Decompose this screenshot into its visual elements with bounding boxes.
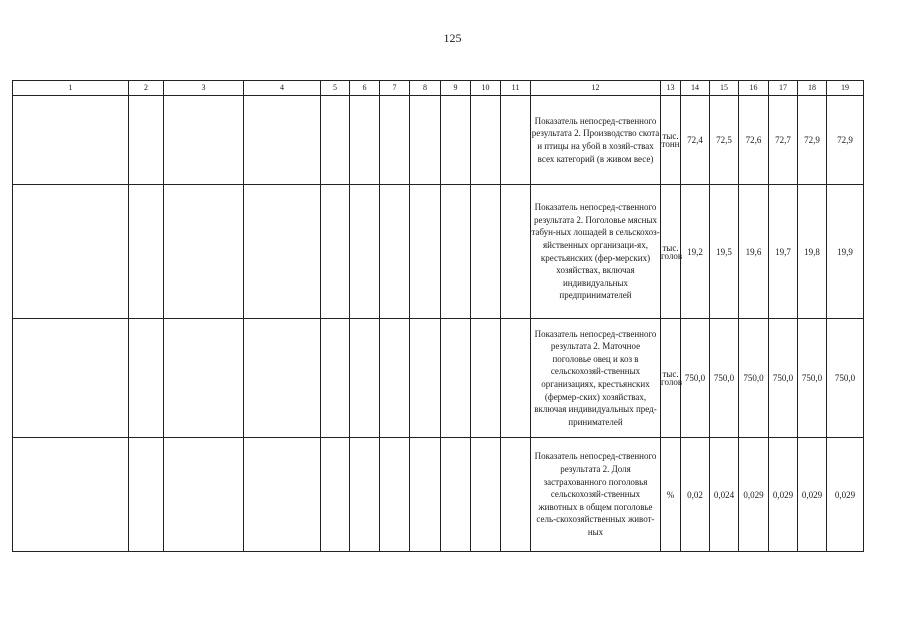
column-header: 2	[129, 81, 164, 96]
empty-cell	[471, 185, 501, 319]
value-cell: 72,4	[681, 96, 710, 185]
column-header: 3	[164, 81, 244, 96]
empty-cell	[380, 438, 410, 552]
indicator-name: Показатель непосред-ственного результата 2. Производство скота и птицы на убой в хозяй-ствах всех категорий (в живом весе)	[531, 96, 661, 185]
empty-cell	[164, 319, 244, 438]
column-header: 12	[531, 81, 661, 96]
empty-cell	[321, 96, 350, 185]
value-cell: 19,9	[827, 185, 864, 319]
empty-cell	[410, 438, 441, 552]
empty-cell	[164, 438, 244, 552]
value-cell: 750,0	[827, 319, 864, 438]
value-cell: 72,9	[827, 96, 864, 185]
empty-cell	[244, 96, 321, 185]
empty-cell	[441, 319, 471, 438]
empty-cell	[129, 96, 164, 185]
value-cell: 72,5	[710, 96, 739, 185]
empty-cell	[244, 185, 321, 319]
value-cell: 750,0	[739, 319, 769, 438]
empty-cell	[350, 438, 380, 552]
empty-cell	[13, 438, 129, 552]
column-header: 8	[410, 81, 441, 96]
empty-cell	[321, 319, 350, 438]
empty-cell	[129, 438, 164, 552]
column-header: 17	[769, 81, 798, 96]
empty-cell	[244, 319, 321, 438]
value-cell: 0,024	[710, 438, 739, 552]
indicator-name: Показатель непосред-ственного результата 2. Доля застрахованного поголовья сельскохозяй-ственных животных в общем поголовье сель-скохозяйственных живот-ных	[531, 438, 661, 552]
value-cell: 19,2	[681, 185, 710, 319]
indicator-table	[12, 80, 864, 552]
column-header: 7	[380, 81, 410, 96]
empty-cell	[13, 96, 129, 185]
column-header: 13	[661, 81, 681, 96]
empty-cell	[164, 96, 244, 185]
column-header: 9	[441, 81, 471, 96]
value-cell: 19,8	[798, 185, 827, 319]
value-cell: 72,9	[798, 96, 827, 185]
empty-cell	[380, 96, 410, 185]
indicator-name: Показатель непосред-ственного результата 2. Маточное поголовье овец и коз в сельскохозяй-ственных организациях, крестьянских (фермер-ских) хозяйствах, включая индивидуальных пред-принимателей	[531, 319, 661, 438]
value-cell: 19,7	[769, 185, 798, 319]
empty-cell	[129, 319, 164, 438]
empty-cell	[441, 185, 471, 319]
empty-cell	[350, 185, 380, 319]
header-row	[13, 81, 864, 96]
value-cell: 19,5	[710, 185, 739, 319]
column-header: 16	[739, 81, 769, 96]
empty-cell	[350, 319, 380, 438]
value-cell: 750,0	[710, 319, 739, 438]
empty-cell	[471, 319, 501, 438]
value-cell: 0,029	[827, 438, 864, 552]
table-row	[13, 185, 864, 319]
value-cell: 72,6	[739, 96, 769, 185]
empty-cell	[501, 438, 531, 552]
empty-cell	[441, 438, 471, 552]
empty-cell	[471, 96, 501, 185]
empty-cell	[501, 185, 531, 319]
unit-of-measure: %	[661, 438, 681, 552]
indicator-name: Показатель непосред-ственного результата 2. Поголовье мясных табун-ных лошадей в сельскохоз-яйственных организаци-ях, крестьянских (фер-мерских) хозяйствах, включая индивидуальных предпринимателей	[531, 185, 661, 319]
empty-cell	[501, 319, 531, 438]
value-cell: 19,6	[739, 185, 769, 319]
value-cell: 0,029	[798, 438, 827, 552]
column-header: 6	[350, 81, 380, 96]
empty-cell	[350, 96, 380, 185]
page-number: 125	[443, 31, 462, 45]
value-cell: 72,7	[769, 96, 798, 185]
unit-of-measure: тыс. голов	[661, 185, 681, 319]
empty-cell	[441, 96, 471, 185]
empty-cell	[321, 185, 350, 319]
column-header: 5	[321, 81, 350, 96]
value-cell: 0,029	[769, 438, 798, 552]
value-cell: 0,02	[681, 438, 710, 552]
empty-cell	[501, 96, 531, 185]
column-header: 18	[798, 81, 827, 96]
empty-cell	[164, 185, 244, 319]
empty-cell	[410, 96, 441, 185]
column-header: 1	[13, 81, 129, 96]
column-header: 19	[827, 81, 864, 96]
value-cell: 750,0	[798, 319, 827, 438]
empty-cell	[244, 438, 321, 552]
empty-cell	[321, 438, 350, 552]
empty-cell	[380, 319, 410, 438]
column-header: 10	[471, 81, 501, 96]
table-row	[13, 319, 864, 438]
table-row	[13, 96, 864, 185]
value-cell: 750,0	[769, 319, 798, 438]
unit-of-measure: тыс. тонн	[661, 96, 681, 185]
empty-cell	[129, 185, 164, 319]
column-header: 14	[681, 81, 710, 96]
value-cell: 750,0	[681, 319, 710, 438]
table-row	[13, 438, 864, 552]
unit-of-measure: тыс. голов	[661, 319, 681, 438]
column-header: 4	[244, 81, 321, 96]
empty-cell	[471, 438, 501, 552]
empty-cell	[410, 319, 441, 438]
empty-cell	[410, 185, 441, 319]
empty-cell	[13, 319, 129, 438]
empty-cell	[13, 185, 129, 319]
column-header: 11	[501, 81, 531, 96]
column-header: 15	[710, 81, 739, 96]
value-cell: 0,029	[739, 438, 769, 552]
empty-cell	[380, 185, 410, 319]
